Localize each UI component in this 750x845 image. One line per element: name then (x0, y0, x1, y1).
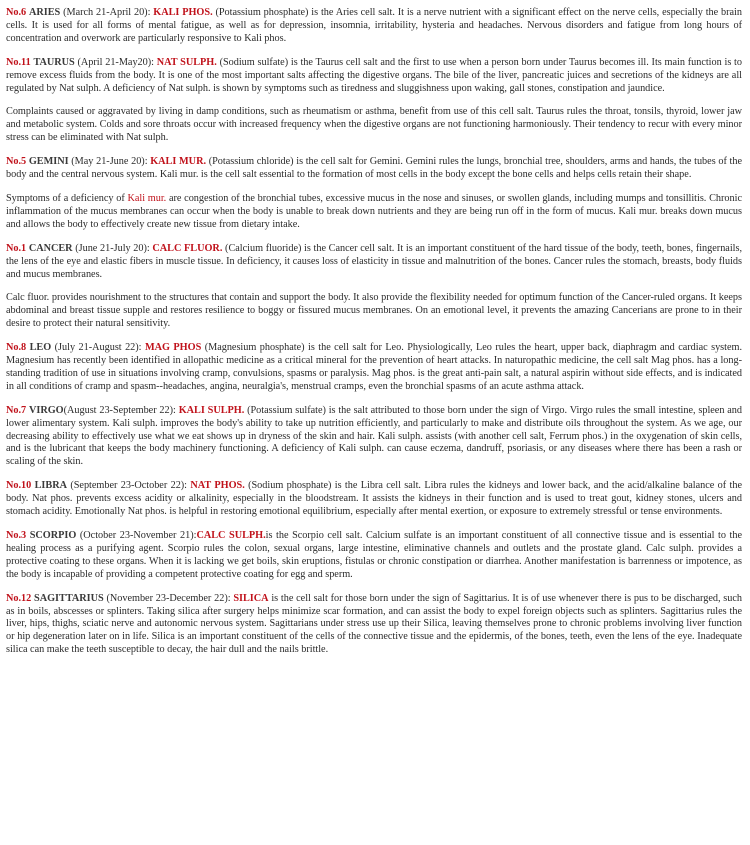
paragraph-body: (Potassium phosphate) is the Aries cell salt. It is a nerve nutrient with a significant effect on the nerve cells, especially the brain cells. It is used for all forms of mental fatigue, as well as for depression, insomnia, irritability, hysteria and headaches. Nervous disorders and fatigue from long hours of concentration and overwork are particularly responsive to Kali phos. (6, 7, 742, 44)
sign-dates: (September 23-October 22): (66, 480, 191, 492)
paragraph-body: (Sodium phosphate) is the Libra cell salt. Libra rules the kidneys and lower back, and the acid/alkaline balance of the body. Nat phos. prevents excess acidity or alkalinity, especially in the bloodstream. It assists the kidneys in their function and is used to treat gout, kidney stones, ulcers and stomach acidity. Emotionally Nat phos. is helpful in restoring emotional equilibrium, especially after mental exertion, or exposure to extremely stressful or tense environments. (6, 480, 742, 518)
paragraph-body: (Magnesium phosphate) is the cell salt for Leo. Physiologically, Leo rules the heart, upper back, diaphragm and cardiac system. Magnesium has recently been identified in allopathic medicine as a critical mineral for the prevention of heart attacks. In naturopathic medicine, the cell salt Mag phos. has a long-standing tradition of use in situations involving cramp, convulsions, spasms or paralysis. Mag phos. is the great anti-pain salt, a natural aspirin without side effects, and is indicated in all conditions of cramp and spasm--headaches, angina, neuralgia's, menstrual cramps, even the bronchial spasms of an acute asthma attack. (6, 342, 743, 392)
aries-paragraph (6, 7, 742, 46)
cell-salt-name: CALC SULPH. (196, 530, 266, 541)
sign-number: No.7 (6, 404, 27, 416)
sign-name: LEO (29, 342, 52, 354)
paragraph-body-start: Symptoms of a deficiency of (6, 192, 128, 204)
cell-salt-name: KALI PHOS. (153, 7, 213, 18)
sign-dates: (April 21-May20): (74, 56, 157, 68)
sign-number: No.1 (6, 242, 27, 254)
sign-number: No.11 (6, 56, 31, 68)
cell-salt-name: KALI SULPH. (178, 404, 245, 416)
taurus-continuation-paragraph (6, 106, 742, 145)
sign-number: No.6 (6, 7, 27, 18)
cancer-continuation-paragraph (6, 292, 742, 331)
cell-salt-name: NAT PHOS. (190, 480, 245, 492)
paragraph-body: is the Scorpio cell salt. Calcium sulfate is an important constituent of all connective tissue and is essential to the healing process as a purifying agent. Scorpio rules the colon, sexual organs, large intestine, eliminative channels and outlets and the prostate gland. Calc sulph. provides a protective coating to these organs. When it is lacking we get boils, skin eruptions, fistulas or chronic constipation or diarrhea. Another manifestation is barrenness or impotence, as the body is incapable of providing a competent protective coating for egg and sperm. (6, 530, 743, 580)
sign-name: GEMINI (28, 156, 69, 168)
sign-name: SAGITTARIUS (34, 592, 104, 604)
sagittarius-paragraph (6, 593, 742, 658)
sign-number: No.5 (6, 156, 27, 168)
cell-salt-name: KALI MUR. (150, 156, 206, 168)
sign-number: No.10 (6, 480, 32, 492)
scorpio-paragraph (6, 530, 742, 582)
sign-dates: (July 21-August 22): (51, 342, 145, 354)
paragraph-body: (Potassium chloride) is the cell salt for Gemini. Gemini rules the lungs, bronchial tree, shoulders, arms and hands, the tubes of the body and the central nervous system. Kali mur. is the cell salt essential to the formation of most cells in the body except the bone cells and helps cells retain their shape. (6, 156, 743, 181)
sign-name: TAURUS (33, 56, 75, 68)
gemini-continuation-paragraph (6, 193, 742, 232)
taurus-paragraph (6, 57, 742, 96)
paragraph-body: is the cell salt for those born under the sign of Sagittarius. It is of use whenever there is pus to be discharged, such as in boils, abscesses or splinters. Taking silica after surgery helps minimize scar formation, and can assist the body to expel foreign objects such as splinters. Sagittarius rules the liver, hips, thighs, sciatic nerve and autonomic nervous system. Sagittarians under stress use up their Silica, leaving themselves prone to chronic problems involving liver function or hip degeneration later on in life. Silica is an important constituent of the cells of the connective tissue and the epidermis, of the bones, teeth, even the lens of the eye. Inadequate silica can make the teeth susceptible to decay, the hair dull and the nails brittle. (6, 592, 742, 656)
cell-salt-name: CALC FLUOR. (152, 242, 223, 254)
sign-dates: (June 21-July 20): (72, 242, 153, 254)
cell-salt-name: MAG PHOS (144, 342, 202, 354)
highlighted-salt: Kali mur. (127, 192, 167, 204)
leo-paragraph (6, 342, 742, 394)
cell-salt-name: SILICA (233, 592, 269, 604)
paragraph-body: Calc fluor. provides nourishment to the structures that contain and support the body. It also provide the flexibility needed for optimum function of the Cancer-ruled organs. It keeps abdominal and breast tissue supple and restores resilience to boggy or fissured mucus membranes. On an emotional level, it prevents the amazing Cancerians are prone to in their desire to protect their natural sensitivity. (6, 292, 742, 330)
sign-dates: (May 21-June 20): (68, 156, 151, 168)
sign-name: SCORPIO (29, 530, 77, 541)
paragraph-body: Complaints caused or aggravated by living in damp conditions, such as rheumatism or asthma, benefit from use of this cell salt. Taurus rules the throat, tonsils, thyroid, lower jaw and metabolic system. Colds and sore throats occur with increased frequency when the digestive organs are not functioning harmoniously. Their tendency to recur with every minor stress can be eliminated with Nat sulph. (6, 106, 742, 144)
sign-dates: (August 23-September 22): (63, 404, 179, 416)
paragraph-body: (Calcium fluoride) is the Cancer cell salt. It is an important constituent of the hard tissue of the body, teeth, bones, fingernails, the lens of the eye and elastic fibers in muscle tissue. In deficiency, it causes loss of elasticity in tissue and malnutrition of the bones. Cancer rules the stomach, breasts, body fluids and mucus membranes. (6, 242, 742, 280)
cell-salt-name: NAT SULPH. (156, 56, 217, 68)
paragraph-body: (Potassium sulfate) is the salt attributed to those born under the sign of Virgo. Virgo rules the small intestine, spleen and lower alimentary system. Kali sulph. improves the body's ability to take up nutrition efficiently, and particularly to make and distribute oils throughout the system. As we age, our decreasing ability to effectively use what we eat shows up in dryness of the skin and hair. Kali sulph. assists (with another cell salt, Ferrum phos.) in the oxygenation of skin cells, and is the lubricant that keeps the body machinery functioning. A deficiency of Kali sulph. can cause eczema, dandruff, psoriasis, or any diseases where there has been a rash or scaling of the skin. (6, 404, 743, 468)
gemini-paragraph (6, 156, 742, 182)
paragraph-body-end: are congestion of the bronchial tubes, excessive mucus in the nose and sinuses, or swollen glands, including mumps and tonsillitis. Chronic inflammation of the mucus membranes can occur when the body is unable to break down nutrients and they are being run off in the form of mucus. Kali mur. breaks down mucus and allows the body to effectively create new tissue from dietary intake. (6, 192, 742, 230)
sign-dates: (October 23-November 21): (76, 530, 197, 541)
document-body (6, 7, 742, 668)
sign-number: No.12 (6, 592, 32, 604)
sign-dates: (March 21-April 20): (60, 7, 154, 18)
sign-name: ARIES (29, 7, 61, 18)
sign-name: VIRGO (28, 404, 64, 416)
sign-number: No.8 (6, 342, 27, 354)
virgo-paragraph (6, 405, 742, 470)
sign-number: No.3 (6, 530, 27, 541)
paragraph-body: (Sodium sulfate) is the Taurus cell salt and the first to use when a person born under Taurus becomes ill. Its main function is to remove excess fluids from the body. It is one of the most important salts affecting the digestive organs. The bile of the liver, pancreatic juices and secretions of the kidneys are all regulated by Nat sulph. A deficiency of Nat sulph. is shown by symptoms such as tiredness and sluggishness upon waking, gall stones, constipation and jaundice. (6, 56, 742, 94)
sign-name: CANCER (28, 242, 73, 254)
libra-paragraph (6, 480, 742, 519)
cancer-paragraph (6, 243, 742, 282)
sign-name: LIBRA (34, 480, 67, 492)
sign-dates: (November 23-December 22): (103, 592, 234, 604)
